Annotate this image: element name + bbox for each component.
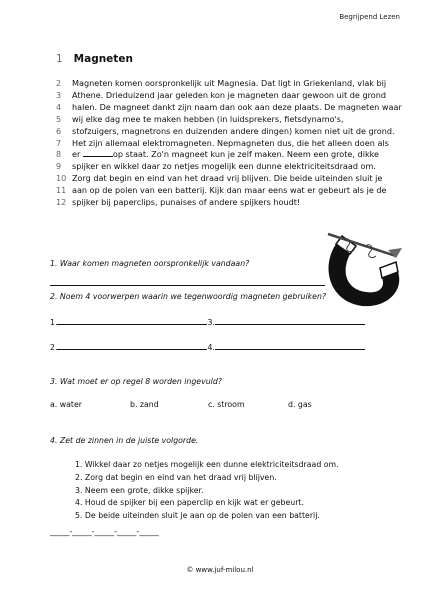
- choice-a[interactable]: a. water: [50, 400, 82, 409]
- line-text: er: [72, 149, 81, 160]
- text-line: [56, 161, 401, 173]
- step-item: 4. Houd de spijker bij een paperclip en kijk wat er gebeurt.: [75, 498, 304, 508]
- text-line: [56, 90, 401, 102]
- text-line: [56, 102, 401, 114]
- line-text: stofzuigers, magnetrons en duizenden andere dingen) komen niet uit de grond.: [72, 125, 395, 136]
- answer-field-2[interactable]: [57, 341, 207, 350]
- line-text: aan op de polen van een batterij. Kijk dan maar eens wat er gebeurt als je de: [72, 185, 387, 196]
- line-text: spijker bij paperclips, punaises of andere spijkers houdt!: [72, 197, 301, 208]
- text-line: [56, 185, 401, 197]
- line-number: 8: [56, 149, 62, 160]
- title-text: Magneten: [73, 53, 133, 65]
- line-number: 7: [56, 137, 62, 148]
- answer-field-1[interactable]: [57, 316, 207, 325]
- step-item: 3. Neem een grote, dikke spijker.: [75, 485, 204, 495]
- answer-field-3[interactable]: [215, 316, 365, 325]
- step-item: 5. De beide uiteinden sluit je aan op de polen van een batterij.: [75, 511, 320, 521]
- line-text: Het zijn allemaal elektromagneten. Nepmagneten dus, die het alleen doen als: [72, 137, 389, 148]
- line-number: 12: [56, 197, 67, 208]
- line-number: 1: [56, 53, 63, 65]
- question-1: 1. Waar komen magneten oorspronkelijk vandaan?: [50, 259, 250, 268]
- question-4: 4. Zet de zinnen in de juiste volgorde.: [50, 436, 199, 445]
- answer-field-4[interactable]: [215, 341, 365, 350]
- answer-line-q1[interactable]: [50, 285, 325, 286]
- text-line: [56, 78, 401, 90]
- line-text: Magneten komen oorspronkelijk uit Magnesia. Dat ligt in Griekenland, vlak bij: [72, 78, 387, 88]
- answer-row: [50, 341, 365, 352]
- line-number: 2: [56, 78, 62, 88]
- text-line: [56, 197, 401, 209]
- text-line: [56, 173, 401, 185]
- answer-row: [50, 316, 365, 327]
- line-number: 5: [56, 113, 62, 124]
- answer-number: 4.: [207, 343, 215, 352]
- line-text: spijker en wikkel daar zo netjes mogelijk een dunne elektriciteitsdraad om.: [72, 161, 376, 172]
- text-line: [56, 149, 401, 161]
- steps-list: [75, 459, 339, 523]
- footer-credit: © www.juf-milou.nl: [186, 566, 254, 574]
- answer-number: 1.: [50, 318, 58, 327]
- line-text: wij elke dag mee te maken hebben (in luidsprekers, fietsdynamo's,: [72, 113, 344, 124]
- text-line: [56, 114, 401, 126]
- text-line: [56, 138, 401, 150]
- fill-in-blank[interactable]: [83, 149, 113, 157]
- line-number: 3: [56, 89, 62, 100]
- question-2: 2. Noem 4 voorwerpen waarin we tegenwoordig magneten gebruiken?: [50, 292, 327, 301]
- choice-b[interactable]: b. zand: [130, 400, 159, 409]
- line-text: halen. De magneet dankt zijn naam dan ook aan deze plaats. De magneten waar: [72, 101, 402, 112]
- text-line: [56, 126, 401, 138]
- line-text: Athene. Drieduizend jaar geleden kon je magneten daar gewoon uit de grond: [72, 89, 386, 100]
- reading-text: [56, 78, 401, 209]
- horseshoe-magnet-icon: [318, 228, 408, 314]
- order-answer-line[interactable]: _____-_____-_____-_____-_____: [50, 527, 159, 536]
- line-number: 6: [56, 125, 62, 136]
- line-number: 10: [56, 173, 67, 184]
- page-title: [56, 53, 133, 65]
- header-label: Begrijpend Lezen: [339, 13, 400, 21]
- step-item: 2. Zorg dat begin en eind van het draad vrij blijven.: [75, 472, 277, 482]
- choice-c[interactable]: c. stroom: [208, 400, 245, 409]
- line-number: 11: [56, 185, 67, 196]
- choice-d[interactable]: d. gas: [288, 400, 312, 409]
- line-number: 9: [56, 161, 62, 172]
- question-3: 3. Wat moet er op regel 8 worden ingevuld?: [50, 377, 222, 386]
- answer-number: 3.: [207, 318, 215, 327]
- line-number: 4: [56, 101, 62, 112]
- line-text: op staat. Zo'n magneet kun je zelf maken. Neem een grote, dikke: [112, 149, 380, 160]
- line-text: Zorg dat begin en eind van het draad vrij blijven. Die beide uiteinden sluit je: [72, 173, 383, 184]
- step-item: 1. Wikkel daar zo netjes mogelijk een dunne elektriciteitsdraad om.: [75, 460, 339, 469]
- answer-number: 2.: [50, 343, 58, 352]
